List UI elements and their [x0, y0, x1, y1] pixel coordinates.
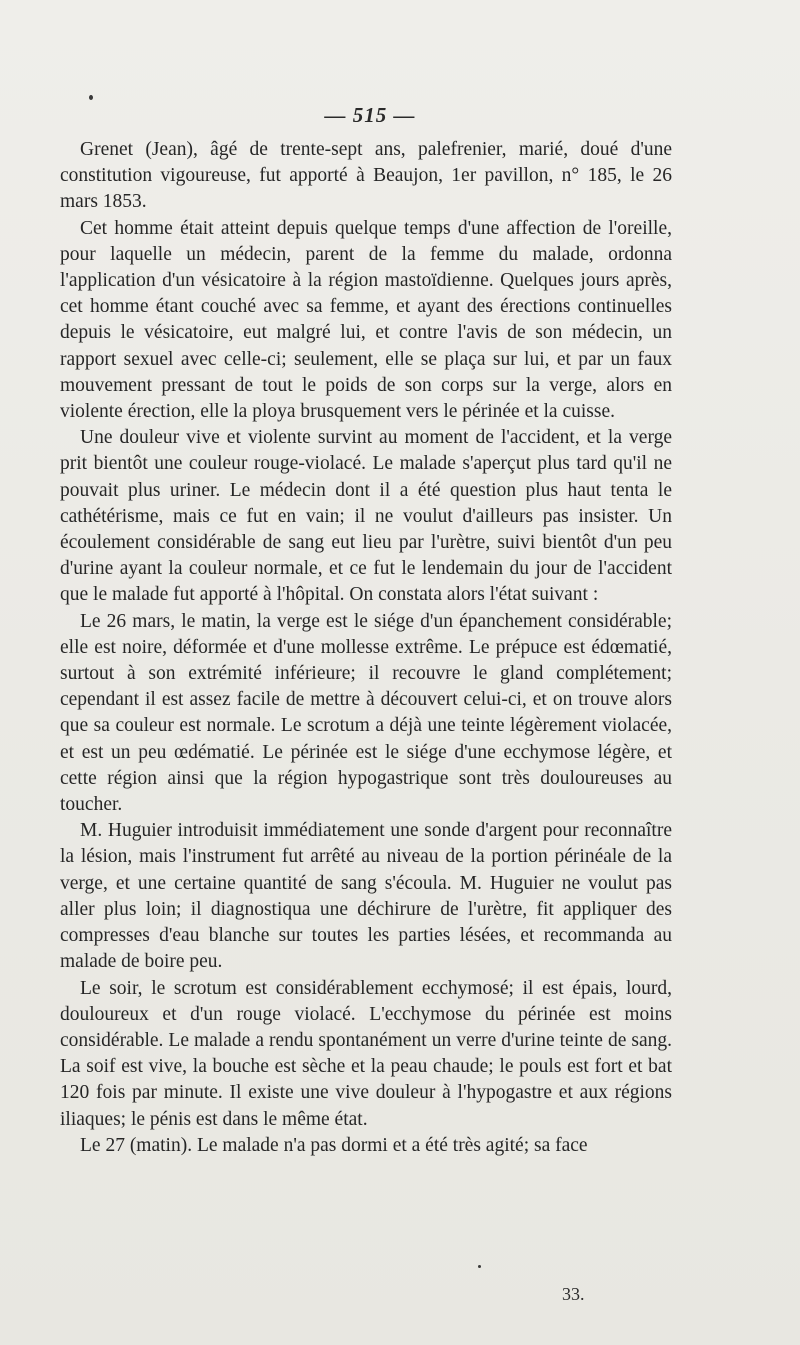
- paragraph: Cet homme était atteint depuis quelque temps d'une affection de l'oreille, pour laquelle un médecin, parent de la femme du malade, ordonna l'application d'un vésicatoire à la région mastoïdienne. Quelques jours après, cet homme étant couché avec sa femme, et ayant des érections continuelles depuis le vésicatoire, eut malgré lui, et contre l'avis de son médecin, un rapport sexuel avec celle-ci; seulement, elle se plaça sur lui, et par un faux mouvement pressant de tout le poids de son corps sur la verge, alors en violente érection, elle la ploya brusquement vers le périnée et la cuisse.: [60, 217, 672, 423]
- paragraph: Le soir, le scrotum est considérablement ecchymosé; il est épais, lourd, douloureux et d'un rouge violacé. L'ecchymose du périnée est moins considérable. Le malade a rendu spontanément un verre d'urine teinte de sang. La soif est vive, la bouche est sèche et la peau chaude; le pouls est fort et bat 120 fois par minute. Il existe une vive douleur à l'hypogastre et aux régions iliaques; le pénis est dans le même état.: [60, 977, 672, 1130]
- paragraph: Le 27 (matin). Le malade n'a pas dormi et a été très agité; sa face: [80, 1134, 588, 1156]
- paragraph: Le 26 mars, le matin, la verge est le siége d'un épanchement considérable; elle est noire, déformée et d'une mollesse extrême. Le prépuce est édœmatié, surtout à son extrémité inférieure; il recouvre le gland complétement; cependant il est assez facile de mettre à découvert celui-ci, et on trouve alors que sa couleur est normale. Le scrotum a déjà une teinte légèrement violacée, et est un peu œdématié. Le périnée est le siége d'une ecchymose légère, et cette région ainsi que la région hypogastrique sont très douloureuses au toucher.: [60, 610, 672, 816]
- page-number: — 515 —: [324, 103, 416, 127]
- ink-speck: [89, 95, 93, 100]
- paragraph: Grenet (Jean), âgé de trente-sept ans, palefrenier, marié, doué d'une constitution vigoureuse, fut apporté à Beaujon, 1er pavillon, n° 185, le 26 mars 1853.: [60, 139, 672, 213]
- ink-speck: [478, 1265, 481, 1268]
- paragraph: M. Huguier introduisit immédiatement une sonde d'argent pour reconnaître la lésion, mais l'instrument fut arrêté au niveau de la portion périnéale de la verge, et une certaine quantité de sang s'écoula. M. Huguier ne voulut pas aller plus loin; il diagnostiqua une déchirure de l'urètre, fit appliquer des compresses d'eau blanche sur toutes les parties lésées, et recommanda au malade de boire peu.: [60, 820, 672, 973]
- signature-mark: 33.: [562, 1284, 585, 1304]
- body-text: [60, 137, 672, 1159]
- paragraph: Une douleur vive et violente survint au moment de l'accident, et la verge prit bientôt une couleur rouge-violacé. Le malade s'aperçut plus tard qu'il ne pouvait plus uriner. Le médecin dont il a été question plus haut tenta le cathétérisme, mais ce fut en vain; il ne voulut d'ailleurs pas insister. Un écoulement considérable de sang eut lieu par l'urètre, suivi bientôt d'un peu d'urine ayant la couleur normale, et ce fut le lendemain du jour de l'accident que le malade fut apporté à l'hôpital. On constata alors l'état suivant :: [60, 427, 672, 606]
